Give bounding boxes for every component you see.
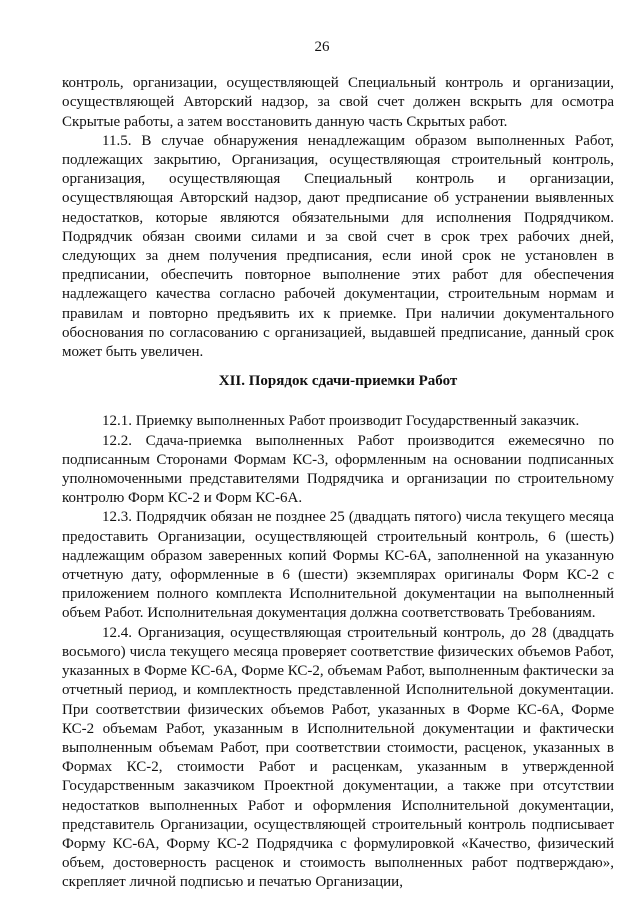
page-number: 26 [314, 39, 330, 55]
paragraphs-after [62, 412, 614, 892]
paragraph-12-1: 12.1. Приемку выполненных Работ производит Государственный заказчик. [102, 413, 580, 430]
paragraph-12-4: 12.4. Организация, осуществляющая строительный контроль, до 28 (двадцать восьмого) числа текущего месяца проверяет соответствие физических объемов Работ, указанных в Форме КС-6А, Форме КС-2, объемам Работ, выполненным фактически за отчетный период, и комплектность представленной Исполнительной документации. При соответствии физических объемов Работ, указанных в Форме КС-6А, Форме КС-2 объемам Работ, указанным в Исполнительной документации и фактически выполненным объемам Работ, при соответствии стоимости, расценок, указанных в Формах КС-2, стоимости Работ и расценкам, указанным в утвержденной Государственным заказчиком Проектной документации, а также при отсутствии недостатков выполненных Работ и оформления Исполнительной документации, представитель Организации, осуществляющей строительный контроль подписывает Форму КС-6А, Форму КС-2 Подрядчика с формулировкой «Качество, физический объем, достоверность расценок и стоимость выполненных работ подтверждаю», скрепляет личной подписью и печатью Организации, [62, 624, 614, 891]
paragraph-12-3: 12.3. Подрядчик обязан не позднее 25 (двадцать пятого) числа текущего месяца предоставить Организации, осуществляющей строительный контроль, 6 (шесть) надлежащим образом заверенных копий Формы КС-6А, заполненной на указанную отчетную дату, оформленные в 6 (шести) экземплярах оригиналы Форм КС-2 с приложением полного комплекта Исполнительной документации на выполненный объем Работ. Исполнительная документация должна соответствовать Требованиям. [62, 509, 614, 622]
paragraph-11-5: 11.5. В случае обнаружения ненадлежащим образом выполненных Работ, подлежащих закрытию, Организация, осуществляющая строительный контроль, организация, осуществляющая Специальный контроль и организации, осуществляющая Авторский надзор, дают предписание об устранении выявленных недостатков, которые являются обязательными для исполнения Подрядчиком. Подрядчик обязан своими силами и за свой счет в срок трех рабочих дней, следующих за днем получения предписания, если иной срок не установлен в предписании, обеспечить повторное выполнение этих работ для обеспечения надлежащего качества согласно рабочей документации, строительным нормам и правилам и повторно предъявить их к приемке. При наличии документального обоснования по согласованию с организацией, выдавшей предписание, данный срок может быть увеличен. [62, 132, 614, 361]
paragraph-continuation: контроль, организации, осуществляющей Специальный контроль и организации, осуществляющей Авторский надзор, за свой счет должен вскрыть для осмотра Скрытые работы, а затем восстановить данную часть Скрытых работ. [62, 75, 614, 130]
section-title: XII. Порядок сдачи-приемки Работ [218, 373, 458, 390]
paragraph-12-2: 12.2. Сдача-приемка выполненных Работ производится ежемесячно по подписанным Сторонами Формам КС-3, оформленным на основании подписанных уполномоченными представителями Подрядчика и организации по строительному контролю Форм КС-2 и Форм КС-6А. [62, 432, 614, 507]
paragraphs-before [62, 74, 614, 362]
